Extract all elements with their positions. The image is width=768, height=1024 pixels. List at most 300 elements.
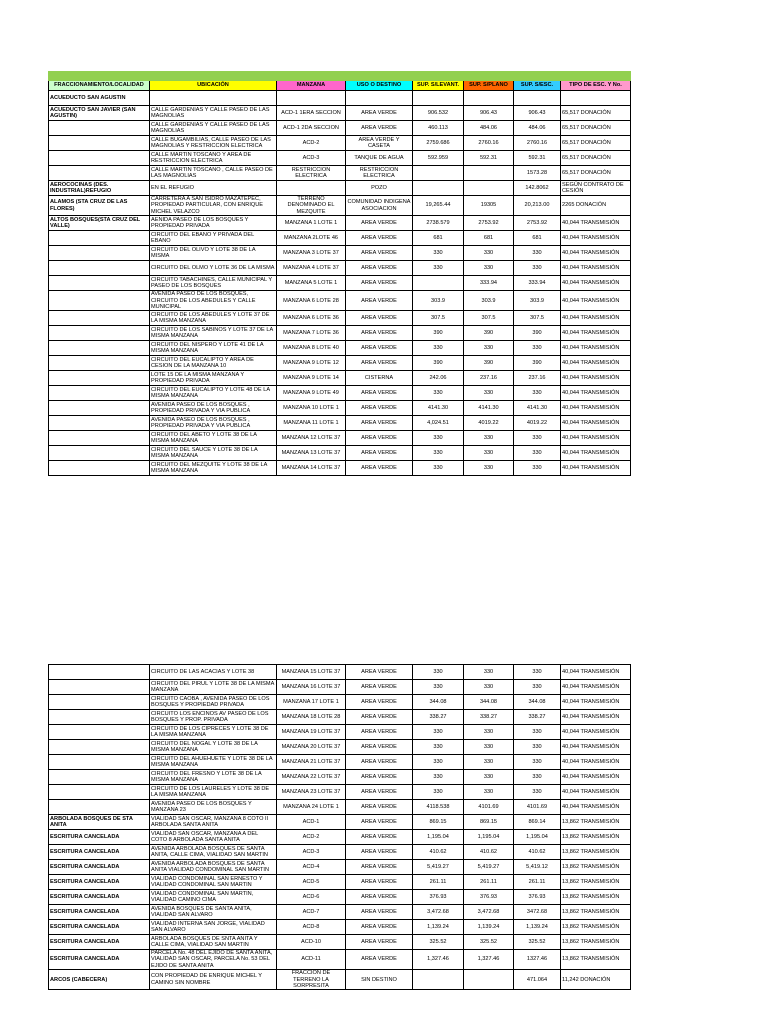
table-cell: 410.62 xyxy=(464,845,514,860)
table-row xyxy=(49,106,631,121)
table-cell: SIN DESTINO xyxy=(346,970,413,990)
table-cell: MANZANA 21 LOTE 37 xyxy=(277,755,346,770)
table-cell: 1573.28 xyxy=(514,166,561,181)
table-cell: 330 xyxy=(464,680,514,695)
table-cell: ACD-4 xyxy=(277,860,346,875)
table-row xyxy=(49,950,631,970)
header-cell: SUP. S/LEVANT. xyxy=(413,81,464,91)
table-row xyxy=(49,461,631,476)
table-cell: MANZANA 1 LOTE 1 xyxy=(277,216,346,231)
table-cell: 330 xyxy=(464,341,514,356)
table-row xyxy=(49,815,631,830)
table-cell: 4019.22 xyxy=(514,416,561,431)
table-cell: 40,044 TRANSMISIÓN xyxy=(561,341,631,356)
table-cell: 592.31 xyxy=(464,151,514,166)
table-cell: 40,044 TRANSMISIÓN xyxy=(561,800,631,815)
table-cell xyxy=(49,326,150,341)
table-cell xyxy=(464,166,514,181)
table-cell: AREA VERDE xyxy=(346,695,413,710)
table-cell: 4019.22 xyxy=(464,416,514,431)
table-row xyxy=(49,725,631,740)
table-cell: 330 xyxy=(464,246,514,261)
table-cell: CIRCUITO LOS ENCINOS AV PASEO DE LOS BOSQUES Y PROP. PRIVADA xyxy=(150,710,277,725)
table-cell: 330 xyxy=(413,770,464,785)
table-cell: AREA VERDE xyxy=(346,416,413,431)
table-cell: 40,044 TRANSMISIÓN xyxy=(561,386,631,401)
table-cell: 40,044 TRANSMISIÓN xyxy=(561,785,631,800)
table-cell: 330 xyxy=(413,431,464,446)
table-cell: 330 xyxy=(464,770,514,785)
table-cell: 3,472.68 xyxy=(464,905,514,920)
table-cell: 330 xyxy=(514,431,561,446)
table-cell: AVENIDA PASEO DE LOS BOSQUES , PROPIEDAD PRIVADA Y VIA PUBLICA xyxy=(150,401,277,416)
table-cell: 2759.686 xyxy=(413,136,464,151)
table-cell: 40,044 TRANSMISIÓN xyxy=(561,680,631,695)
table-cell: 330 xyxy=(413,246,464,261)
table-cell: ALAMOS (STA CRUZ DE LAS FLORES) xyxy=(49,196,150,216)
table-cell: AREA VERDE xyxy=(346,755,413,770)
table-cell: 681 xyxy=(464,231,514,246)
table-cell xyxy=(49,431,150,446)
table-cell: 40,044 TRANSMISIÓN xyxy=(561,326,631,341)
table-cell: ESCRITURA CANCELADA xyxy=(49,950,150,970)
table-cell: ESCRITURA CANCELADA xyxy=(49,905,150,920)
table-cell: CIRCUITO DEL EUCALIPTO Y AREA DE CESION DE LA MANZANA 10 xyxy=(150,356,277,371)
table-cell: AREA VERDE xyxy=(346,231,413,246)
table-cell: 330 xyxy=(514,755,561,770)
table-row xyxy=(49,231,631,246)
table-cell: AREA VERDE xyxy=(346,830,413,845)
table-cell: 390 xyxy=(514,356,561,371)
table-cell: VIALIDAD SAN OSCAR, MANZANA A DEL COTO 8 ARBOLADA SANTA ANITA xyxy=(150,830,277,845)
table-cell: AEROCOCINAS (DES. INDUSTRIAL)REFUGIO xyxy=(49,181,150,196)
table-cell: MANZANA 9 LOTE 14 xyxy=(277,371,346,386)
table-cell: CARRETERA A SAN ISIDRO MAZATEPEC, PROPIEDAD PARTICULAR, CON ENRIQUE MICHEL VELAZCO xyxy=(150,196,277,216)
table-cell: AREA VERDE xyxy=(346,950,413,970)
table-row xyxy=(49,121,631,136)
table-cell: 330 xyxy=(413,461,464,476)
table-cell: 19,265.44 xyxy=(413,196,464,216)
table-cell: CIRCUITO DE LOS ABEDULES Y LOTE 37 DE LA MISMA MANZANA xyxy=(150,311,277,326)
table-row xyxy=(49,371,631,386)
table-cell: 1,139.24 xyxy=(514,920,561,935)
table-cell: 390 xyxy=(514,326,561,341)
table-cell: 13,862 TRANSMISIÓN xyxy=(561,890,631,905)
table-row xyxy=(49,386,631,401)
table-cell: AREA VERDE Y CASETA xyxy=(346,136,413,151)
table-cell: 4101.69 xyxy=(514,800,561,815)
table-cell xyxy=(49,695,150,710)
header-cell: TIPO DE ESC. Y No. xyxy=(561,81,631,91)
table-cell: 4118.538 xyxy=(413,800,464,815)
table-cell: 3472.68 xyxy=(514,905,561,920)
table-cell: 40,044 TRANSMISIÓN xyxy=(561,695,631,710)
table-row xyxy=(49,326,631,341)
table-cell xyxy=(49,356,150,371)
header-cell: USO O DESTINO xyxy=(346,81,413,91)
table-cell: 592.959 xyxy=(413,151,464,166)
table-cell: AREA VERDE xyxy=(346,770,413,785)
table-cell xyxy=(49,136,150,151)
table-cell: 390 xyxy=(413,356,464,371)
table-cell: 4101.69 xyxy=(464,800,514,815)
table-cell xyxy=(49,311,150,326)
table-cell: 237.16 xyxy=(514,371,561,386)
table-cell: ACD-2 xyxy=(277,830,346,845)
table-cell: 13,862 TRANSMISIÓN xyxy=(561,875,631,890)
table-cell: CIRCUITO DEL FRESNO Y LOTE 38 DE LA MISMA MANZANA xyxy=(150,770,277,785)
table-cell: 65,517 DONACIÓN xyxy=(561,121,631,136)
table-cell: ACUEDUCTO SAN JAVIER (SAN AGUSTIN) xyxy=(49,106,150,121)
table-cell: 376.93 xyxy=(514,890,561,905)
table-cell: MANZANA 12 LOTE 37 xyxy=(277,431,346,446)
table-cell xyxy=(49,121,150,136)
table-cell: 40,044 TRANSMISIÓN xyxy=(561,770,631,785)
table-cell: LOTE 15 DE LA MISMA MANZANA Y PROPIEDAD PRIVADA xyxy=(150,371,277,386)
table-cell: AREA VERDE xyxy=(346,710,413,725)
table-row xyxy=(49,276,631,291)
table-cell xyxy=(464,91,514,106)
table-cell: 390 xyxy=(413,326,464,341)
table-cell: 40,044 TRANSMISIÓN xyxy=(561,311,631,326)
table-cell: MANZANA 13 LOTE 37 xyxy=(277,446,346,461)
table-cell: CIRCUITO DEL NISPERO Y LOTE 41 DE LA MISMA MANZANA xyxy=(150,341,277,356)
table-cell: 13,862 TRANSMISIÓN xyxy=(561,905,631,920)
table-cell xyxy=(49,710,150,725)
table-cell: 592.31 xyxy=(514,151,561,166)
table-cell: 376.93 xyxy=(413,890,464,905)
table-cell: MANZANA 22 LOTE 37 xyxy=(277,770,346,785)
table-cell: MANZANA 2LOTE 46 xyxy=(277,231,346,246)
table-cell: 484.06 xyxy=(464,121,514,136)
header-row xyxy=(49,81,631,91)
table-cell: ESCRITURA CANCELADA xyxy=(49,935,150,950)
table-cell xyxy=(413,276,464,291)
table-cell: MANZANA 19 LOTE 37 xyxy=(277,725,346,740)
table-cell: 3,472.68 xyxy=(413,905,464,920)
table-cell: AREA VERDE xyxy=(346,875,413,890)
table-cell: AREA VERDE xyxy=(346,311,413,326)
table-cell: AREA VERDE xyxy=(346,326,413,341)
table-cell xyxy=(49,151,150,166)
table-cell: ESCRITURA CANCELADA xyxy=(49,890,150,905)
table-cell: ARCOS (CABECERA) xyxy=(49,970,150,990)
table-cell: 40,044 TRANSMISIÓN xyxy=(561,276,631,291)
table-cell: 330 xyxy=(464,725,514,740)
table-row xyxy=(49,680,631,695)
table-cell: CIRCUITO DE LOS CIPRECES Y LOTE 38 DE LA MISMA MANZANA xyxy=(150,725,277,740)
table-cell: ESCRITURA CANCELADA xyxy=(49,830,150,845)
table-cell: VIALIDAD SAN OSCAR, MANZANA 8 COTO II ARBOLADA SANTA ANITA xyxy=(150,815,277,830)
table-cell xyxy=(49,401,150,416)
table-cell: 2753.92 xyxy=(514,216,561,231)
table-cell: 40,044 TRANSMISIÓN xyxy=(561,231,631,246)
table-cell: 2760.16 xyxy=(464,136,514,151)
table-cell: 2753.92 xyxy=(464,216,514,231)
table-cell: 460.113 xyxy=(413,121,464,136)
table-cell: 333.94 xyxy=(464,276,514,291)
table-cell: 1,327.46 xyxy=(464,950,514,970)
table-cell: 40,044 TRANSMISIÓN xyxy=(561,401,631,416)
table-cell: 4141.30 xyxy=(413,401,464,416)
table-cell xyxy=(49,166,150,181)
table-cell: 869.15 xyxy=(413,815,464,830)
table-cell: 906.43 xyxy=(514,106,561,121)
table-row xyxy=(49,770,631,785)
table-cell xyxy=(49,785,150,800)
table-cell: 307.5 xyxy=(514,311,561,326)
table-cell: 325.52 xyxy=(464,935,514,950)
table-cell: 303.9 xyxy=(514,291,561,311)
table-cell xyxy=(277,91,346,106)
table-cell: 330 xyxy=(514,341,561,356)
table-cell: 65,517 DONACIÓN xyxy=(561,106,631,121)
table-cell: 20,213.00 xyxy=(514,196,561,216)
table-cell: 681 xyxy=(514,231,561,246)
table-cell: 390 xyxy=(464,356,514,371)
table-cell: EN EL REFUGIO xyxy=(150,181,277,196)
table-cell: 330 xyxy=(413,386,464,401)
table-cell: AENIDA PASEO DE LOS BOSQUES Y PROPIEDAD PRIVADA xyxy=(150,216,277,231)
table-cell: CIRCUITO DEL NOGAL Y LOTE 38 DE LA MISMA MANZANA xyxy=(150,740,277,755)
table-row xyxy=(49,890,631,905)
table-cell: CALLE MARTIN TOSCANO Y AREA DE RESTRICCION ELECTRICA xyxy=(150,151,277,166)
table-cell: AREA VERDE xyxy=(346,446,413,461)
table-cell: AREA VERDE xyxy=(346,106,413,121)
table-cell: 40,044 TRANSMISIÓN xyxy=(561,356,631,371)
table-cell: COMUNIDAD INDIGENA ASOCIACION xyxy=(346,196,413,216)
table-row xyxy=(49,830,631,845)
table-cell xyxy=(49,725,150,740)
table-cell: ESCRITURA CANCELADA xyxy=(49,860,150,875)
table-cell: 330 xyxy=(413,261,464,276)
table-cell: 1,139.24 xyxy=(464,920,514,935)
table-cell: 1,195.04 xyxy=(514,830,561,845)
table-cell: 242.06 xyxy=(413,371,464,386)
table-cell xyxy=(49,446,150,461)
table-cell: 303.9 xyxy=(464,291,514,311)
table-cell xyxy=(49,291,150,311)
table-cell: 40,044 TRANSMISIÓN xyxy=(561,710,631,725)
table-cell xyxy=(49,371,150,386)
table-row xyxy=(49,446,631,461)
table-cell: AVENIDA ARBOLADA BOSQUES DE SANTA ANITA VIALIDAD CONDOMINAL SAN MARTIN xyxy=(150,860,277,875)
table-cell: AVENIDA PASEO DE LOS BOSQUES , PROPIEDAD PRIVADA Y VIA PUBLICA xyxy=(150,416,277,431)
table-cell: CIRCUITO DE LOS SABINOS Y LOTE 37 DE LA MISMA MANZANA xyxy=(150,326,277,341)
table-cell: 376.93 xyxy=(464,890,514,905)
table-cell: 344.08 xyxy=(464,695,514,710)
table-cell xyxy=(561,91,631,106)
table-cell: 330 xyxy=(413,680,464,695)
header-cell: SUP. S/PLANO xyxy=(464,81,514,91)
table-cell: AREA VERDE xyxy=(346,356,413,371)
table-cell xyxy=(464,970,514,990)
table-cell: 40,044 TRANSMISIÓN xyxy=(561,665,631,680)
table-cell: VIALIDAD INTERNA SAN JORGE, VIALIDAD SAN ALVARO xyxy=(150,920,277,935)
table-row xyxy=(49,905,631,920)
table-cell: MANZANA 11 LOTE 1 xyxy=(277,416,346,431)
table-cell: ACD-11 xyxy=(277,950,346,970)
table-cell: 330 xyxy=(413,755,464,770)
table-cell: ACD-1 xyxy=(277,815,346,830)
table-cell: RESTRICCION ELECTRICA xyxy=(277,166,346,181)
table-cell: 40,044 TRANSMISIÓN xyxy=(561,431,631,446)
table-cell xyxy=(49,276,150,291)
table-cell: MANZANA 16 LOTE 37 xyxy=(277,680,346,695)
table-cell xyxy=(413,91,464,106)
table-cell: ARBOLADA BOSQUES DE STA ANITA xyxy=(49,815,150,830)
table-cell: MANZANA 10 LOTE 1 xyxy=(277,401,346,416)
table-cell: 330 xyxy=(464,386,514,401)
table-row xyxy=(49,261,631,276)
table-cell: AREA VERDE xyxy=(346,920,413,935)
table-row xyxy=(49,800,631,815)
table-cell: MANZANA 9 LOTE 49 xyxy=(277,386,346,401)
table-cell: 13,862 TRANSMISIÓN xyxy=(561,935,631,950)
table-cell: ACD-7 xyxy=(277,905,346,920)
table-row xyxy=(49,935,631,950)
table-cell: 330 xyxy=(514,446,561,461)
table-cell: 40,044 TRANSMISIÓN xyxy=(561,216,631,231)
table-cell: 330 xyxy=(464,461,514,476)
table-cell: 142.8062 xyxy=(514,181,561,196)
table-cell xyxy=(49,416,150,431)
table-cell: AREA VERDE xyxy=(346,800,413,815)
table-cell: CALLE MARTIN TOSCANO , CALLE PASEO DE LAS MAGNOLIAS xyxy=(150,166,277,181)
table-cell: AREA VERDE xyxy=(346,341,413,356)
table-cell: 906.532 xyxy=(413,106,464,121)
table-row xyxy=(49,341,631,356)
table-cell: AREA VERDE xyxy=(346,815,413,830)
table-cell: 869.14 xyxy=(514,815,561,830)
table-cell: AREA VERDE xyxy=(346,725,413,740)
table-cell: MANZANA 17 LOTE 1 xyxy=(277,695,346,710)
table-cell: 1,195.04 xyxy=(464,830,514,845)
table-cell: MANZANA 14 LOTE 37 xyxy=(277,461,346,476)
table-cell: 40,044 TRANSMISIÓN xyxy=(561,291,631,311)
table-cell: 484.06 xyxy=(514,121,561,136)
table-row xyxy=(49,785,631,800)
table-cell: 325.52 xyxy=(413,935,464,950)
table-cell: 40,044 TRANSMISIÓN xyxy=(561,446,631,461)
table-cell: ACD-3 xyxy=(277,845,346,860)
table-cell: 303.9 xyxy=(413,291,464,311)
table-cell: MANZANA 15 LOTE 37 xyxy=(277,665,346,680)
table-cell: 40,044 TRANSMISIÓN xyxy=(561,246,631,261)
table-cell xyxy=(514,91,561,106)
table-cell: AREA VERDE xyxy=(346,216,413,231)
table-cell: CALLE GARDENIAS Y CALLE PASEO DE LAS MAGNOLIAS xyxy=(150,121,277,136)
table-cell: 13,862 TRANSMISIÓN xyxy=(561,830,631,845)
table-cell: AREA VERDE xyxy=(346,905,413,920)
table-cell: CIRCUITO DE LAS ACACIAS Y LOTE 38 xyxy=(150,665,277,680)
table-cell: 330 xyxy=(514,725,561,740)
table-row xyxy=(49,311,631,326)
table-cell: ARBOLADA BOSQUES DE SNTA ANITA Y CALLE CIMA, VIALIDAD SAN MARTIN xyxy=(150,935,277,950)
table-cell: 13,862 TRANSMISIÓN xyxy=(561,920,631,935)
table-cell: CIRCUITO DE LOS LAURELES Y LOTE 38 DE LA MISMA MANZANA xyxy=(150,785,277,800)
table-cell: 338.27 xyxy=(514,710,561,725)
table-row xyxy=(49,920,631,935)
table-cell: 330 xyxy=(464,446,514,461)
table-cell: AREA VERDE xyxy=(346,680,413,695)
table-cell xyxy=(49,231,150,246)
table-cell: AREA VERDE xyxy=(346,431,413,446)
table-cell: AREA VERDE xyxy=(346,935,413,950)
table-cell: 40,044 TRANSMISIÓN xyxy=(561,740,631,755)
table-row xyxy=(49,710,631,725)
table-cell: MANZANA 7 LOTE 36 xyxy=(277,326,346,341)
table-cell: 307.5 xyxy=(413,311,464,326)
table-cell: MANZANA 8 LOTE 40 xyxy=(277,341,346,356)
table-cell xyxy=(49,246,150,261)
table-cell: 330 xyxy=(514,386,561,401)
table-cell xyxy=(413,970,464,990)
table-cell: 2760.16 xyxy=(514,136,561,151)
table-cell: CIRCUITO DEL EUCALIPTO Y LOTE 48 DE LA MISMA MANZANA xyxy=(150,386,277,401)
table-cell: TERRENO DENOMINADO EL MEZQUITE xyxy=(277,196,346,216)
table-cell: VIALIDAD CONDOMINAL SAN ERNESTO Y VIALIDAD CONDOMINAL SAN MARTIN xyxy=(150,875,277,890)
table-cell: 1,195.04 xyxy=(413,830,464,845)
table-cell xyxy=(346,91,413,106)
table-cell: 1,139.24 xyxy=(413,920,464,935)
table-cell: 2738.579 xyxy=(413,216,464,231)
table-cell: 330 xyxy=(514,770,561,785)
table-cell: 390 xyxy=(464,326,514,341)
table-cell: 261.11 xyxy=(464,875,514,890)
table-cell: 13,862 TRANSMISIÓN xyxy=(561,815,631,830)
table-cell: CISTERNA xyxy=(346,371,413,386)
table-cell: 333.94 xyxy=(514,276,561,291)
table-cell: 869.15 xyxy=(464,815,514,830)
table-cell: 410.62 xyxy=(413,845,464,860)
table-cell: VIALIDAD CONDOMINAL SAN MARTIN, VIALIDAD CAMINO CIMA xyxy=(150,890,277,905)
table-cell xyxy=(49,740,150,755)
table-cell xyxy=(49,665,150,680)
table-cell: 13,862 TRANSMISIÓN xyxy=(561,860,631,875)
table-cell: TANQUE DE AGUA xyxy=(346,151,413,166)
header-cell: MANZANA xyxy=(277,81,346,91)
table-cell: 338.27 xyxy=(464,710,514,725)
table-cell: 40,044 TRANSMISIÓN xyxy=(561,755,631,770)
table-cell: CIRCUITO DEL AHUEHUETE Y LOTE 38 DE LA MISMA MANZANA xyxy=(150,755,277,770)
table-cell: AREA VERDE xyxy=(346,740,413,755)
table-cell: 4141.30 xyxy=(514,401,561,416)
table-cell: 330 xyxy=(464,431,514,446)
table-row xyxy=(49,196,631,216)
table-cell: AREA VERDE xyxy=(346,860,413,875)
header-cell: SUP. S/ESC. xyxy=(514,81,561,91)
table-cell: MANZANA 23 LOTE 37 xyxy=(277,785,346,800)
table-cell: AREA VERDE xyxy=(346,246,413,261)
table-cell: AREA VERDE xyxy=(346,121,413,136)
table-cell: 307.5 xyxy=(464,311,514,326)
table-row xyxy=(49,151,631,166)
table-cell: CIRCUITO DEL EBANO Y PRIVADA DEL EBANO xyxy=(150,231,277,246)
table-row xyxy=(49,740,631,755)
table-cell: AVENIDA BOSQUES DE SANTA ANITA, VIALIDAD SAN ALVARO xyxy=(150,905,277,920)
table-row xyxy=(49,431,631,446)
table-row xyxy=(49,91,631,106)
table-cell: 4,024.51 xyxy=(413,416,464,431)
table-cell: MANZANA 4 LOTE 37 xyxy=(277,261,346,276)
table-cell xyxy=(49,461,150,476)
table-cell: 338.27 xyxy=(413,710,464,725)
table-row xyxy=(49,181,631,196)
table-cell: 330 xyxy=(464,665,514,680)
table-cell: MANZANA 5 LOTE 1 xyxy=(277,276,346,291)
table-cell: 330 xyxy=(514,261,561,276)
